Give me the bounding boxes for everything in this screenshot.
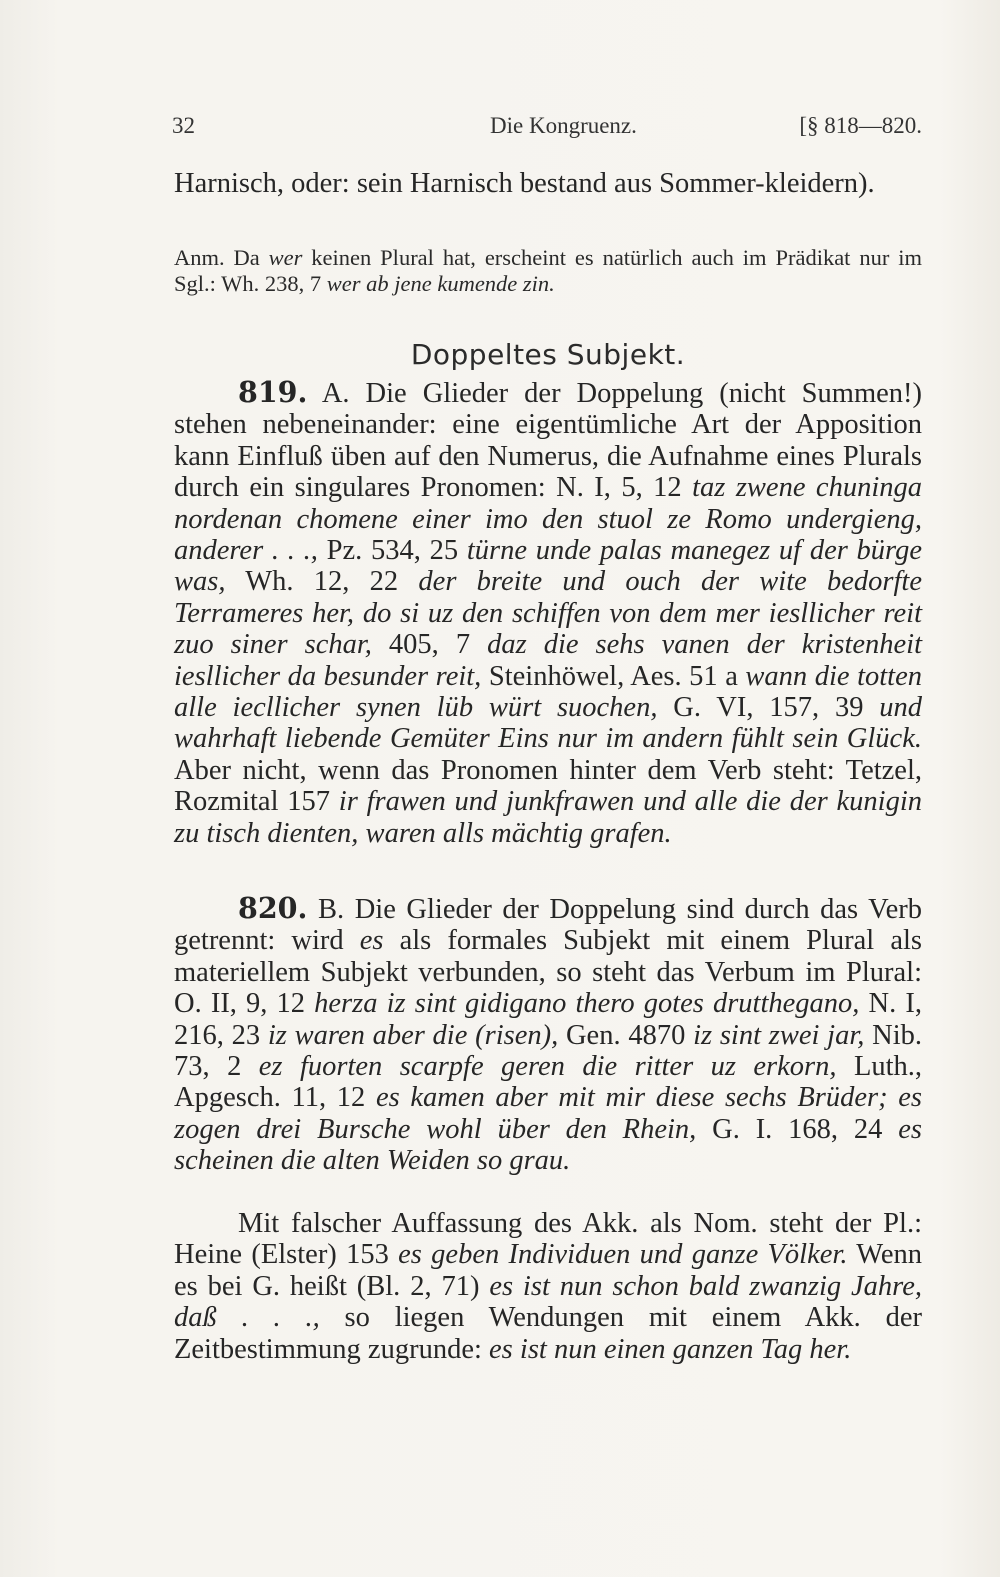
anm-italic-2: wer ab jene kumende zin.: [326, 271, 555, 296]
p820-text: Gen. 4870: [558, 1019, 694, 1051]
p819-text: 405, 7: [371, 629, 488, 661]
p819-quote: taz zwene chuninga nordenan chomene einer imo den stuol ze Romo undergieng, anderer . . .,: [174, 472, 922, 567]
anm-italic-1: wer: [268, 245, 303, 270]
p820-quote: iz waren aber die (risen),: [267, 1019, 559, 1051]
p820-quote: ez fuorten scarpfe geren die ritter uz erkorn,: [258, 1051, 837, 1083]
intro-paragraph: [174, 168, 922, 199]
p819-quote: und wahrhaft liebende Gemüter Eins nur im andern fühlt sein Glück.: [174, 692, 922, 755]
final-quote: es ist nun schon bald zwanzig Jahre, daß . . .,: [174, 1270, 922, 1334]
chapter-title: Die Kongruenz.: [490, 113, 637, 138]
final-text: Mit falscher Auffassung des Akk. als Nom. steht der Pl.: Heine (Elster) 153: [174, 1208, 922, 1271]
annotation-note: [174, 245, 922, 297]
p820-text: als formales Subjekt mit einem Plural als materiellem Subjekt verbunden, so steht das Verbum im Plural: O. II, 9, 12: [174, 925, 922, 1020]
p819-quote: daz die sehs vanen der kristenheit iesllicher da besunder reit,: [174, 629, 922, 692]
anm-text-2: keinen Plural hat, erscheint es natürlich auch im Prädikat nur im Sgl.: Wh. 238, 7: [174, 245, 922, 296]
p819-quote: der breite und ouch der wite bedorfte Terrameres her, do si uz den schiffen von dem mer iesllicher reit zuo siner schar,: [174, 566, 923, 661]
section-heading: Doppeltes Subjekt.: [410, 338, 686, 371]
paragraph-820: [174, 893, 922, 1177]
p819-text: Steinhöwel, Aes. 51 a: [481, 660, 746, 692]
p820-text: Nib. 73, 2: [174, 1019, 922, 1083]
p819-text: Aber nicht, wenn das Pronomen hinter dem Verb steht: Tetzel, Rozmital 157: [174, 754, 922, 818]
section-range: [§ 818—820.: [799, 113, 922, 138]
p819-quote: ir frawen und junkfrawen und alle die der kunigin zu tisch dienten, waren alls mächtig grafen.: [174, 786, 922, 849]
p820-quote: herza iz sint gidigano thero gotes drutthegano,: [314, 988, 860, 1020]
section-number-819: 819.: [238, 375, 308, 409]
final-text: so liegen Wendungen mit einem Akk. der Zeitbestimmung zugrunde:: [174, 1302, 923, 1365]
p820-quote: es kamen aber mit mir diese sechs Brüder; es zogen drei Bursche wohl über den Rhein,: [174, 1082, 922, 1145]
p819-text: Wh. 12, 22: [225, 566, 419, 598]
p819-text: G. VI, 157, 39: [657, 692, 880, 724]
final-quote: es ist nun einen ganzen Tag her.: [489, 1333, 852, 1365]
p820-quote: es scheinen die alten Weiden so grau.: [174, 1113, 922, 1177]
paragraph-final: [174, 1208, 922, 1365]
intro-text: Harnisch, oder: sein Harnisch bestand aus Sommer-kleidern).: [174, 168, 875, 199]
p820-text: B. Die Glieder der Doppelung sind durch das Verb getrennt: wird: [174, 894, 922, 957]
p819-quote: wann die totten alle iecllicher synen lüb würt suochen,: [174, 660, 922, 724]
anm-text-1: Anm. Da: [174, 245, 269, 270]
p820-text: N. I, 216, 23: [174, 988, 922, 1051]
final-quote: es geben Individuen und ganze Völker.: [398, 1239, 848, 1271]
page-number: 32: [172, 113, 195, 138]
p820-text: Luth., Apgesch. 11, 12: [174, 1051, 923, 1114]
p820-quote: es: [359, 925, 384, 957]
p819-quote: türne unde palas manegez uf der bürge was,: [174, 535, 922, 598]
section-number-820: 820.: [238, 891, 308, 925]
p820-quote: iz sint zwei jar,: [693, 1019, 865, 1051]
final-text: Wenn es bei G. heißt (Bl. 2, 71): [174, 1239, 922, 1302]
running-header: [172, 113, 922, 143]
p820-text: G. I. 168, 24: [696, 1113, 899, 1145]
p819-text: A. Die Glieder der Doppelung (nicht Summen!) stehen nebeneinander: eine eigentümliche Art der Apposition kann Einfluß üben auf den Numerus, die Aufnahme eines Plurals durch ein singulares Pronomen: N. I, 5, 12: [174, 378, 922, 504]
p819-text: Pz. 534, 25: [317, 535, 467, 567]
paragraph-819: [174, 377, 922, 849]
